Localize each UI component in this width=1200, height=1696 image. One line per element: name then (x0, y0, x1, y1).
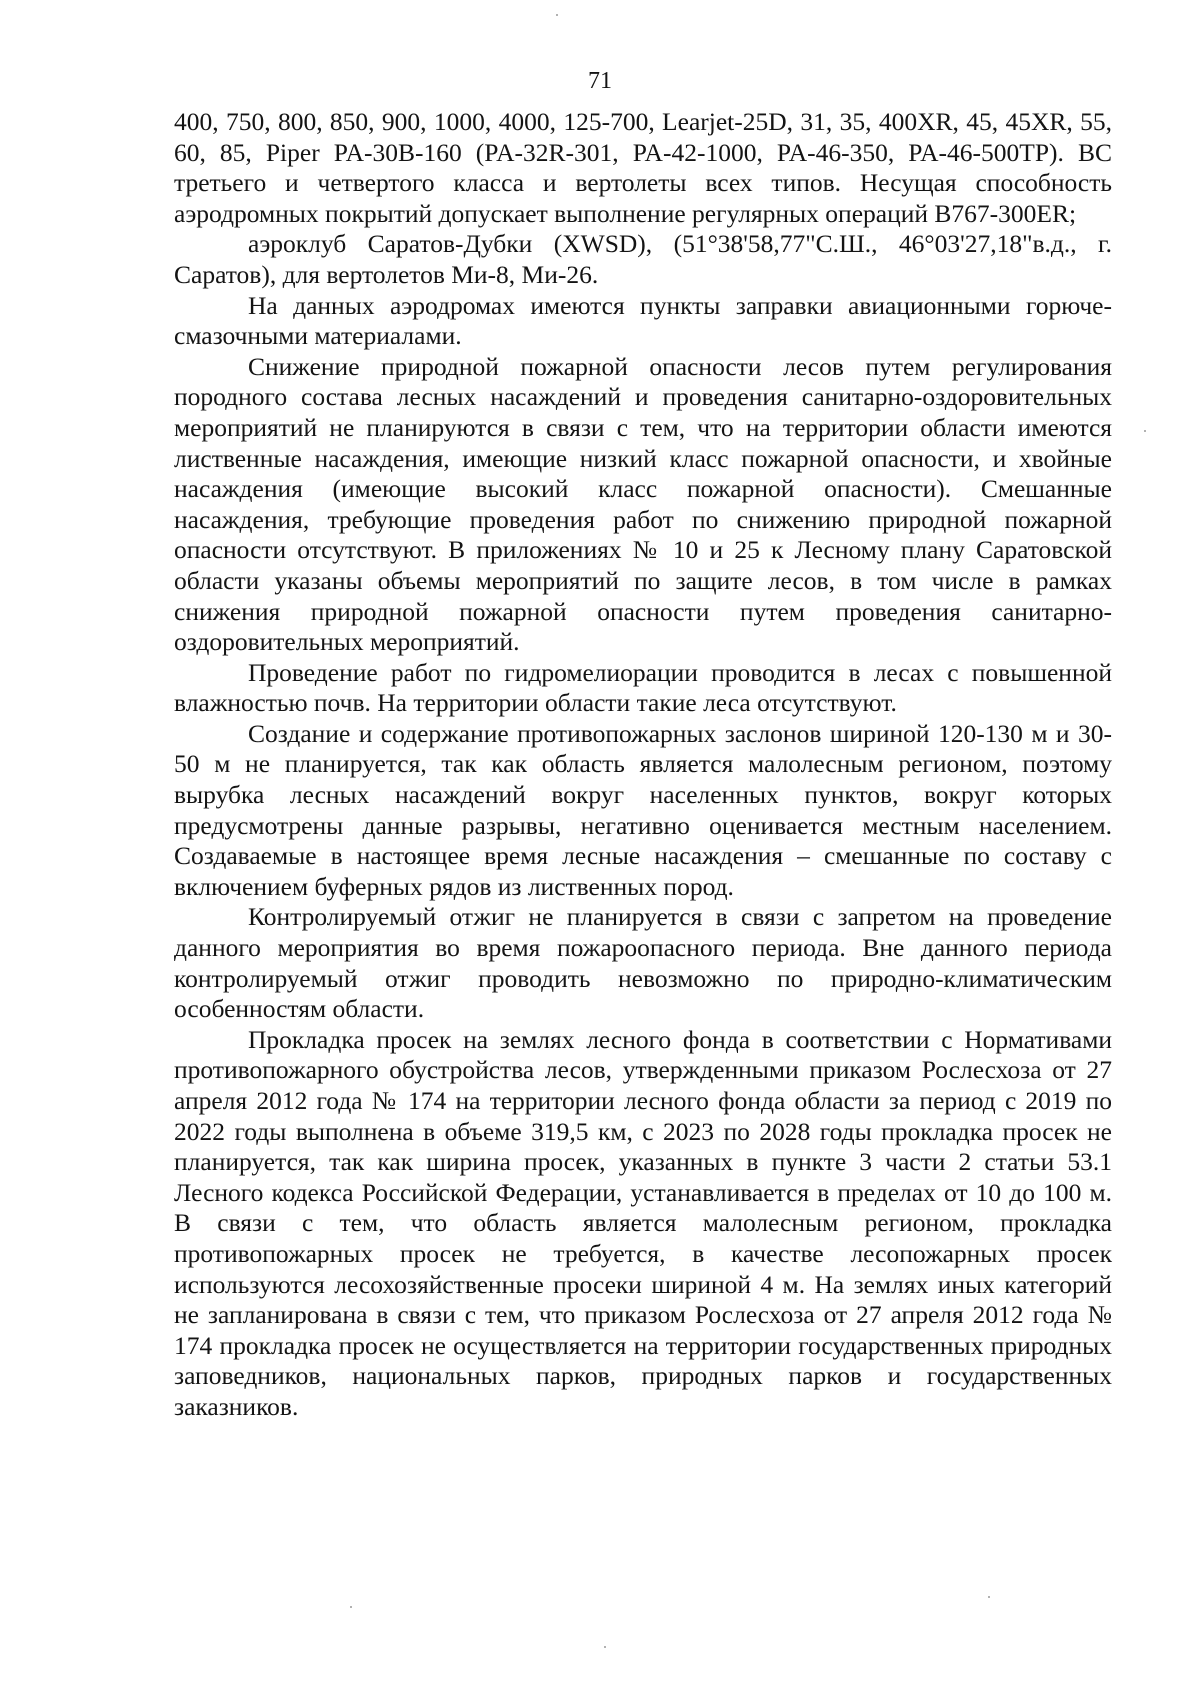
page-number: 71 (588, 68, 612, 94)
paragraph-fuel-points: На данных аэродромах имеются пункты заправки авиационными горюче-смазочными материалами. (174, 290, 1112, 351)
paragraph-aeroclub-dubki: аэроклуб Саратов-Дубки (XWSD), (51°38'58,77"С.Ш., 46°03'27,18"в.д., г. Саратов), для вертолетов Ми-8, Ми-26. (174, 229, 1112, 289)
body-text (174, 107, 1112, 1423)
scan-speck (556, 14, 558, 16)
scan-speck (350, 1606, 352, 1608)
scan-speck (988, 1596, 990, 1598)
paragraph-hydromelioration: Проведение работ по гидромелиорации проводится в лесах с повышенной влажностью почв. На территории области такие леса отсутствуют. (174, 657, 1112, 718)
paragraph-fire-hazard-reduction: Снижение природной пожарной опасности лесов путем регулирования породного состава лесных насаждений и проведения санитарно-оздоровительных мероприятий не планируются в связи с тем, что на территории области имеются лиственные насаждения, имеющие низкий класс пожарной опасности, и хвойные насаждения (имеющие высокий класс пожарной опасности). Смешанные насаждения, требующие проведения работ по снижению природной пожарной опасности отсутствуют. В приложениях № 10 и 25 к Лесному плану Саратовской области указаны объемы мероприятий по защите лесов, в том числе в рамках снижения природной пожарной опасности путем проведения санитарно-оздоровительных мероприятий. (174, 351, 1112, 657)
scan-speck (604, 1646, 606, 1648)
paragraph-clearings: Прокладка просек на землях лесного фонда в соответствии с Нормативами противопожарного обустройства лесов, утвержденными приказом Рослесхоза от 27 апреля 2012 года № 174 на территории лесного фонда области за период с 2019 по 2022 годы выполнена в объеме 319,5 км, с 2023 по 2028 годы прокладка просек не планируется, так как ширина просек, указанных в пункте 3 части 2 статьи 53.1 Лесного кодекса Российской Федерации, устанавливается в пределах от 10 до 100 м. В связи с тем, что область является малолесным регионом, прокладка противопожарных просек не требуется, в качестве лесопожарных просек используются лесохозяйственные просеки шириной 4 м. На землях иных категорий не запланирована в связи с тем, что приказом Рослесхоза от 27 апреля 2012 года № 174 прокладка просек не осуществляется на территории государственных природных заповедников, национальных парков, природных парков и государственных заказников. (174, 1024, 1112, 1421)
scan-speck (1144, 430, 1146, 432)
paragraph-firebreaks: Создание и содержание противопожарных заслонов шириной 120-130 м и 30-50 м не планируется, так как область является малолесным регионом, поэтому вырубка лесных насаждений вокруг населенных пунктов, вокруг которых предусмотрены данные разрывы, негативно оценивается местным населением. Создаваемые в настоящее время лесные насаждения – смешанные по составу с включением буферных рядов из лиственных пород. (174, 718, 1112, 901)
paragraph-aircraft-types: 400, 750, 800, 850, 900, 1000, 4000, 125-700, Learjet-25D, 31, 35, 400XR, 45, 45XR, 55, 60, 85, Piper PA-30B-160 (PA-32R-301, PA-42-1000, PA-46-350, PA-46-500TP). ВС третьего и четвертого класса и вертолеты всех типов. Несущая способность аэродромных покрытий допускает выполнение регулярных операций B767-300ER; (174, 107, 1112, 228)
paragraph-controlled-burning: Контролируемый отжиг не планируется в связи с запретом на проведение данного мероприятия во время пожароопасного периода. Вне данного периода контролируемый отжиг проводить невозможно по природно-климатическим особенностям области. (174, 902, 1112, 1024)
